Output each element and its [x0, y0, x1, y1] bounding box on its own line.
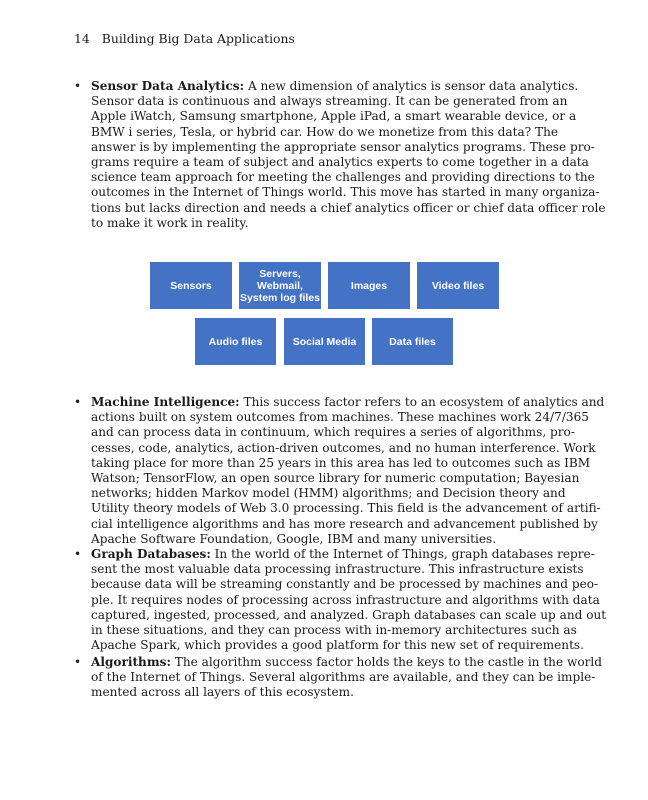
diagram-box-servers: Servers, Webmail, System log files [239, 262, 321, 309]
diagram-box-audio-files: Audio files [195, 318, 276, 365]
bullet-sensor-data-analytics [74, 79, 606, 231]
bullet-line: cial intelligence algorithms and has more research and advancement published by [91, 516, 598, 531]
bullet-line: science team approach for meeting the challenges and providing directions to the [91, 170, 595, 185]
bullet-line: to make it work in reality. [91, 215, 249, 230]
bullet-dot: • [74, 395, 82, 409]
bullet-dot: • [74, 655, 82, 669]
bullet-line: Watson; TensorFlow, an open source library for numeric computation; Bayesian [91, 471, 580, 486]
bullet-line: sent the most valuable data processing infrastructure. This infrastructure exists [91, 562, 584, 577]
diagram-box-sensors: Sensors [150, 262, 232, 309]
page-header [74, 31, 295, 46]
bullet-line: BMW i series, Tesla, or hybrid car. How do we monetize from this data? The [91, 124, 559, 139]
bullet-line: Sensor data is continuous and always streaming. It can be generated from an [91, 94, 568, 109]
bullet-algorithms [74, 655, 602, 701]
diagram-box-data-files: Data files [372, 318, 453, 365]
bullet-line: Utility theory models of Web 3.0 processing. This field is the advancement of artifi- [91, 501, 601, 516]
bullet-line: networks; hidden Markov model (HMM) algorithms; and Decision theory and [91, 486, 566, 501]
bullet-heading: Graph Databases: [91, 547, 211, 561]
bullet-line: outcomes in the Internet of Things world. This move has started in many organiza- [91, 185, 600, 200]
bullet-line: taking place for more than 25 years in this area has led to outcomes such as IBM [91, 455, 591, 470]
bullet-line: in these situations, and they can process with in-memory architectures such as [91, 623, 577, 638]
bullet-heading: Machine Intelligence: [91, 395, 240, 409]
bullet-line: answer is by implementing the appropriate sensor analytics programs. These pro- [91, 139, 595, 154]
bullet-line: Apache Spark, which provides a good platform for this new set of requirements. [91, 638, 584, 653]
bullet-line: cesses, code, analytics, action-driven outcomes, and no human interference. Work [91, 440, 596, 455]
bullet-line: Algorithms: The algorithm success factor holds the keys to the castle in the world [91, 655, 602, 669]
bullet-line: ple. It requires nodes of processing across infrastructure and algorithms with data [91, 592, 600, 607]
bullet-line: Graph Databases: In the world of the Internet of Things, graph databases repre- [91, 547, 595, 561]
bullet-graph-databases [74, 547, 607, 653]
bullet-line: Apple iWatch, Samsung smartphone, Apple iPad, a smart wearable device, or a [91, 109, 577, 124]
bullet-line: of the Internet of Things. Several algorithms are available, and they can be imple- [91, 670, 596, 685]
bullet-line: mented across all layers of this ecosystem. [91, 685, 354, 700]
bullet-heading: Sensor Data Analytics: [91, 79, 245, 93]
page-number: 14 [74, 31, 90, 46]
bullet-line: Machine Intelligence: This success factor refers to an ecosystem of analytics and [91, 395, 605, 409]
bullet-line: Sensor Data Analytics: A new dimension of analytics is sensor data analytics. [91, 79, 579, 93]
bullet-line: because data will be streaming constantly and be processed by machines and peo- [91, 577, 599, 592]
bullet-line: captured, ingested, processed, and analyzed. Graph databases can scale up and out [91, 607, 607, 622]
bullet-line: Apache Software Foundation, Google, IBM and many universities. [91, 531, 497, 546]
diagram-box-images: Images [328, 262, 410, 309]
running-title: Building Big Data Applications [101, 31, 295, 46]
bullet-dot: • [74, 79, 82, 93]
bullet-machine-intelligence [74, 395, 605, 547]
diagram-box-video-files: Video files [417, 262, 499, 309]
bullet-line: and can process data in continuum, which requires a series of algorithms, pro- [91, 425, 575, 440]
diagram-box-social-media: Social Media [284, 318, 365, 365]
bullet-line: tions but lacks direction and needs a chief analytics officer or chief data officer role [91, 200, 606, 215]
bullet-line: actions built on system outcomes from machines. These machines work 24/7/365 [91, 410, 589, 425]
bullet-dot: • [74, 547, 82, 561]
bullet-heading: Algorithms: [91, 655, 171, 669]
bullet-line: grams require a team of subject and analytics experts to come together in a data [91, 155, 589, 170]
